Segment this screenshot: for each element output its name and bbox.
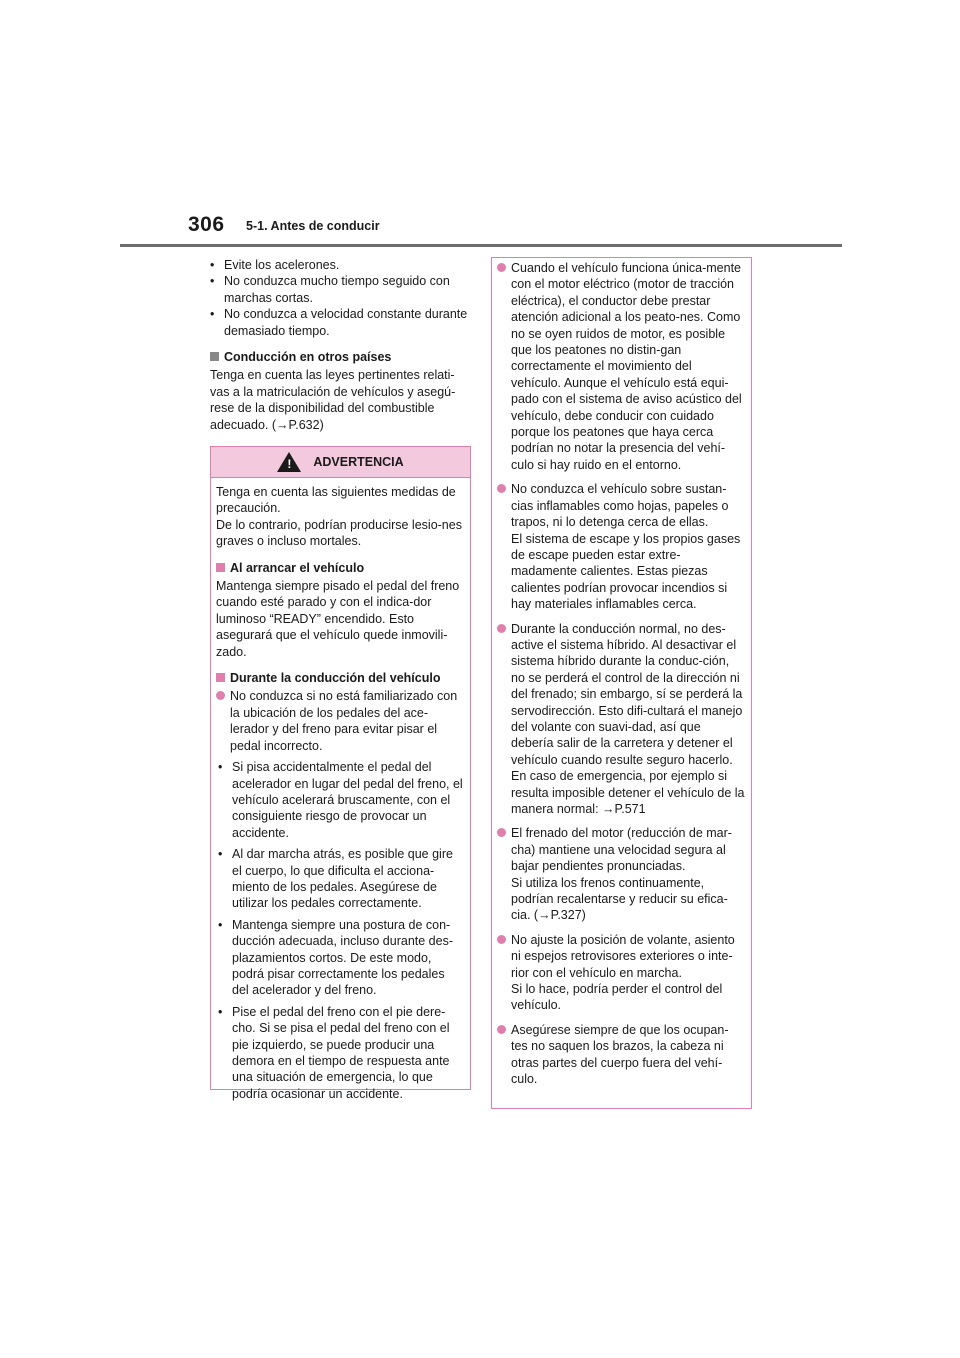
pink-circle-icon [497, 1025, 506, 1034]
section-title: 5-1. Antes de conducir [246, 219, 380, 233]
header-rule [120, 244, 842, 247]
section-paragraph: Tenga en cuenta las leyes pertinentes relati-vas a la matriculación de vehículos y asegú-rese de la disponibilidad del combustible adecuado. (→P.632) [210, 368, 456, 432]
pink-circle-icon [497, 624, 506, 633]
warning-sub-bullets [216, 759, 464, 1102]
list-item: • Si pisa accidentalmente el pedal del acelerador en lugar del pedal del freno, el vehículo acelerará bruscamente, con el consiguiente riesgo de provocar un accidente. [218, 760, 463, 840]
left-column [210, 257, 470, 433]
page-number: 306 [188, 213, 225, 236]
warning-heading-driving: Durante la conducción del vehículo [216, 670, 464, 686]
list-item: • Evite los acelerones. [210, 258, 340, 272]
list-item: • No conduzca mucho tiempo seguido con marchas cortas. [210, 274, 450, 305]
list-item: • Al dar marcha atrás, es posible que gire el cuerpo, lo que dificulta el acciona-miento de los pedales. Asegúrese de utilizar los pedales correctamente. [218, 847, 453, 911]
list-item: • Mantenga siempre una postura de con-ducción adecuada, incluso durante des-plazamientos cortos. De este modo, podrá pisar correctamente los pedales del acelerador y del freno. [218, 917, 453, 998]
gray-square-icon [210, 352, 219, 361]
pink-circle-icon [497, 828, 506, 837]
warning-item: No conduzca si no está familiarizado con la ubicación de los pedales del ace-lerador y del freno para evitar pisar el pedal incorrecto. [216, 688, 464, 754]
section-heading: Conducción en otros países [210, 349, 470, 365]
warning-title: ADVERTENCIA [313, 455, 404, 469]
warning-item: Asegúrese siempre de que los ocupan-tes no saquen los brazos, la cabeza ni otras partes del cuerpo fuera del vehí-culo. [497, 1022, 745, 1088]
warning-intro: Tenga en cuenta las siguientes medidas de precaución. [216, 485, 456, 516]
pink-circle-icon [497, 484, 506, 493]
pink-square-icon [216, 673, 225, 682]
warning-box-continued [491, 257, 752, 1109]
warning-triangle-icon: ! [277, 452, 301, 472]
pink-square-icon [216, 563, 225, 572]
warning-text-start: Mantenga siempre pisado el pedal del freno cuando esté parado y con el indica-dor luminoso “READY” encendido. Esto asegurará que el vehículo quede inmovili-zado. [216, 579, 460, 659]
warning-item: No ajuste la posición de volante, asiento ni espejos retrovisores exteriores o inte-rior con el vehículo en marcha. Si lo hace, podría perder el control del vehículo. [497, 932, 745, 1014]
warning-item: No conduzca el vehículo sobre sustan-cias inflamables como hojas, papeles o trapos, ni lo detenga cerca de ellas. El sistema de escape y los propios gases de escape pueden estar extre-madamente calientes. Estas piezas calientes podrían provocar incendios si hay materiales inflamables cerca. [497, 481, 745, 612]
warning-heading-start: Al arrancar el vehículo [216, 560, 464, 576]
warning-item: Durante la conducción normal, no des-active el sistema híbrido. Al desactivar el sistema híbrido durante la conduc-ción, no se perderá el control de la dirección ni del frenado; sin embargo, sí se perderá la servodirección. Esto difi-cultará el manejo del volante con suavi-dad, así que debería salir de la carretera y detener el vehículo cuando resulte seguro hacerlo. En caso de emergencia, por ejemplo si resulta imposible detener el vehículo de la manera normal: →P.571 [497, 621, 745, 818]
warning-item: El frenado del motor (reducción de mar-cha) mantiene una velocidad segura al bajar pendientes pronunciadas. Si utiliza los frenos continuamente, podrían recalentarse y reducir su efica-cia. (→P.327) [497, 825, 745, 923]
warning-intro-2: De lo contrario, podrían producirse lesio-nes graves o incluso mortales. [216, 517, 462, 549]
intro-bullets [210, 257, 470, 339]
list-item: • No conduzca a velocidad constante durante demasiado tiempo. [210, 307, 468, 338]
list-item: • Pise el pedal del freno con el pie dere-cho. Si se pisa el pedal del freno con el pie izquierdo, se puede producir una demora en el tiempo de respuesta ante una situación de emergencia, lo que podría ocasionar un accidente. [218, 1004, 450, 1101]
pink-circle-icon [497, 263, 506, 272]
warning-box [210, 446, 471, 1101]
warning-header [211, 447, 470, 478]
pink-circle-icon [216, 691, 225, 700]
pink-circle-icon [497, 935, 506, 944]
warning-item: Cuando el vehículo funciona única-mente con el motor eléctrico (motor de tracción eléctrica), el conductor debe prestar atención adicional a los peato-nes. Como no se oyen ruidos de motor, es posible que los peatones no distin-gan correctamente el movimiento del vehículo. Aunque el vehículo está equi-pado con el sistema de aviso acústico del vehículo, debe conducir con cuidado porque los peatones que haya cerca podrían no notar la presencia del vehí-culo si hay ruido en el entorno. [497, 260, 745, 473]
